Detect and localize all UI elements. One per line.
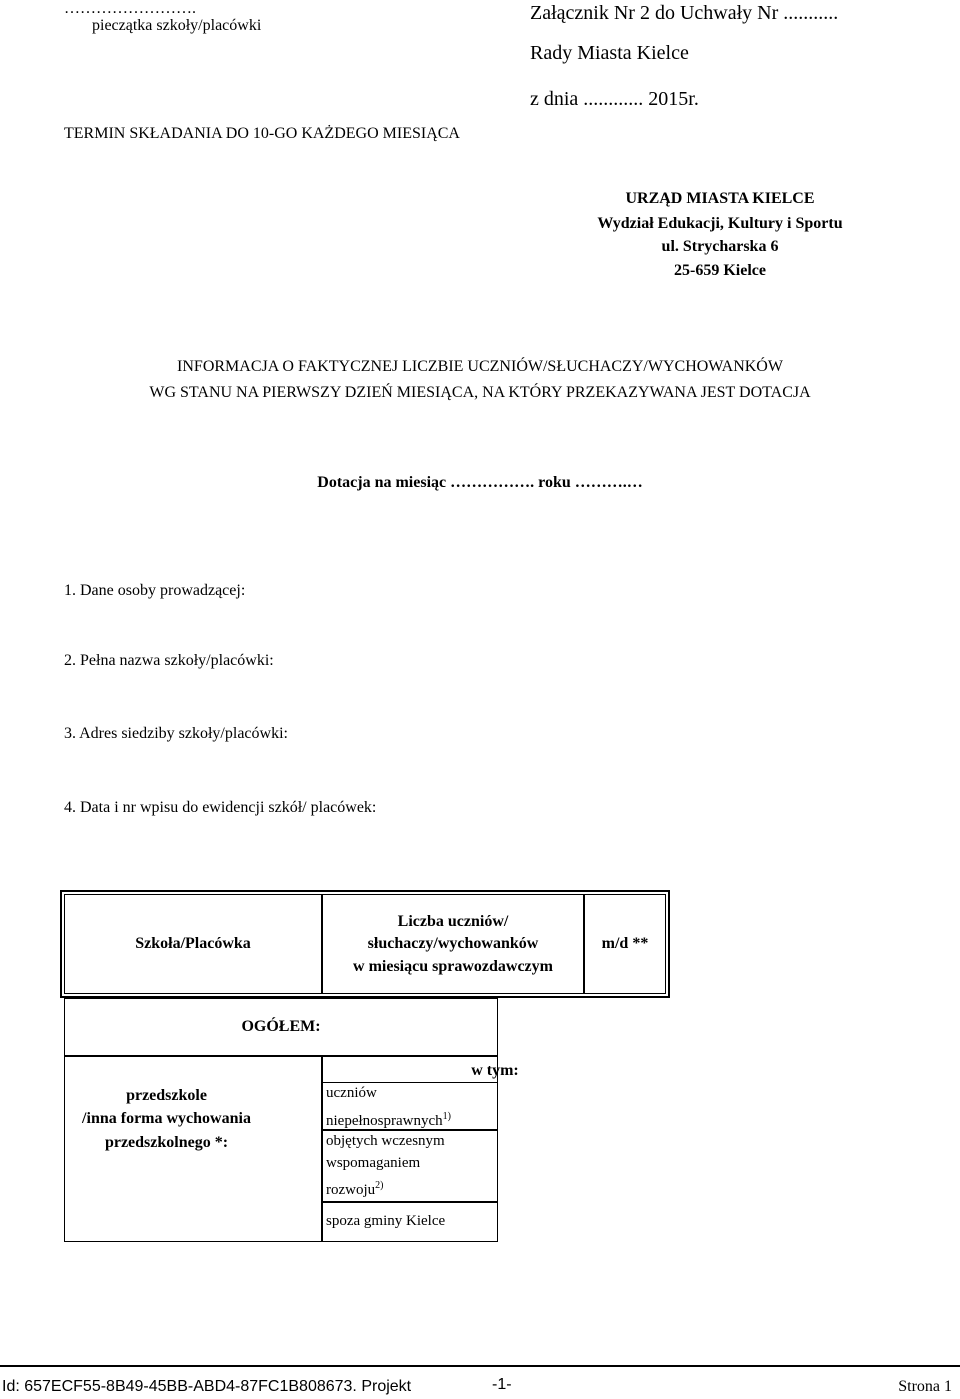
sub2-line-2: wspomaganiem — [326, 1155, 421, 1171]
sub2-line-3: rozwoju$^{2)}$ — [326, 1180, 384, 1198]
header-count-line-2: słuchaczy/wychowanków — [367, 935, 539, 952]
row-label-line-1: przedszkole — [126, 1087, 207, 1104]
header-school-label: Szkoła/Placówka — [135, 935, 251, 952]
header-count-line-1: Liczba uczniów/ — [397, 913, 509, 930]
sub2-line-1: objętych wczesnym — [326, 1133, 445, 1149]
item-school-full-name: 2. Pełna nazwa szkoły/placówki: — [64, 652, 274, 669]
item-registry-entry: 4. Data i nr wpisu do ewidencji szkół/ placówek: — [64, 799, 377, 816]
stamp-label: pieczątka szkoły/placówki — [92, 17, 262, 34]
attachment-line-3: z dnia ............ 2015r. — [530, 88, 699, 110]
address-city: 25-659 Kielce — [674, 262, 766, 279]
sub3-label: spoza gminy Kielce — [326, 1213, 446, 1229]
footer-rule — [0, 1365, 960, 1367]
item-operator-data: 1. Dane osoby prowadzącej: — [64, 582, 246, 599]
address-street: ul. Strycharska 6 — [661, 238, 779, 255]
stamp-placeholder-dots: ……………………. — [64, 0, 196, 17]
attachment-line-1: Załącznik Nr 2 do Uchwały Nr ........... — [530, 2, 839, 24]
attachment-line-2: Rady Miasta Kielce — [530, 42, 689, 64]
header-count-line-3: w miesiącu sprawozdawczym — [353, 958, 553, 975]
sub1-line-2: niepełnosprawnych$^{1)}$ — [326, 1111, 451, 1129]
submission-deadline: TERMIN SKŁADANIA DO 10-GO KAŻDEGO MIESIĄCA — [64, 125, 460, 142]
w-tym-label: w tym: — [471, 1062, 519, 1079]
total-label: OGÓŁEM: — [241, 1018, 321, 1035]
header-md-label: m/d ** — [601, 935, 649, 952]
item-school-address: 3. Adres siedziby szkoły/placówki: — [64, 725, 288, 742]
document-title-line-2: WG STANU NA PIERWSZY DZIEŃ MIESIĄCA, NA KTÓRY PRZEKAZYWANA JEST DOTACJA — [149, 384, 811, 401]
address-department: Wydział Edukacji, Kultury i Sportu — [597, 215, 843, 232]
footer-strona: Strona 1 — [898, 1378, 952, 1395]
row-label-line-2: /inna forma wychowania — [82, 1110, 251, 1127]
address-office: URZĄD MIASTA KIELCE — [625, 190, 815, 207]
document-title-line-1: INFORMACJA O FAKTYCZNEJ LICZBIE UCZNIÓW/SŁUCHACZY/WYCHOWANKÓW — [177, 358, 783, 375]
row-label-line-3: przedszkolnego *: — [104, 1134, 229, 1151]
footer-document-id: Id: 657ECF55-8B49-45BB-ABD4-87FC1B808673. Projekt — [2, 1378, 412, 1395]
sub1-line-1: uczniów — [326, 1085, 377, 1101]
dotacja-month-year: Dotacja na miesiąc ……………. roku ……….… — [317, 474, 643, 491]
footer-page-number: -1- — [492, 1376, 512, 1393]
